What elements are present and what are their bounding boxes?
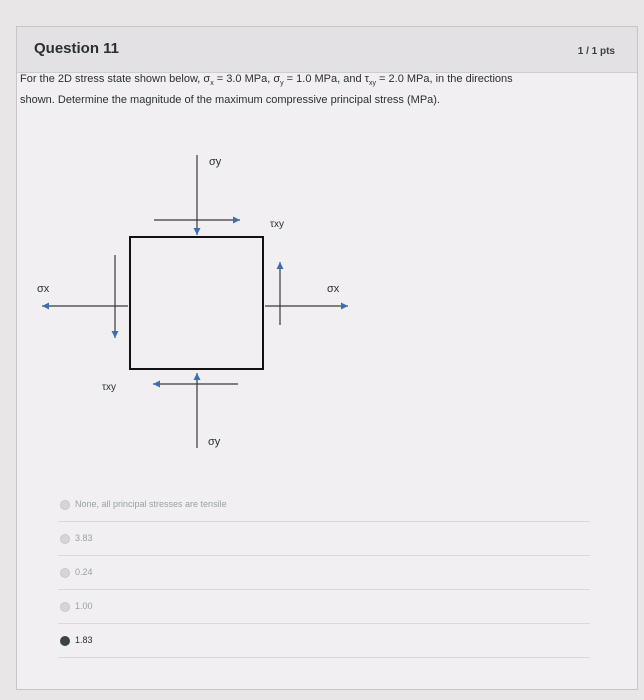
answer-label: 0.24: [75, 567, 93, 577]
answer-option-4[interactable]: [30, 590, 590, 624]
sigma-x-left-label: σx: [37, 283, 50, 295]
radio-button-selected[interactable]: [60, 636, 70, 646]
answer-label: 1.00: [75, 601, 93, 611]
answer-list: [30, 488, 590, 658]
divider: [58, 657, 590, 658]
sigma-y-top-label: σy: [209, 156, 222, 168]
radio-button[interactable]: [60, 602, 70, 612]
question-title: Question 11: [34, 40, 120, 57]
answer-label: None, all principal stresses are tensile: [75, 499, 227, 509]
question-line-1: For the 2D stress state shown below, $\sigma_x = 3.0$ MPa, $\sigma_y = 1.0$ MPa, and $\tau_{xy} = 2.0$ MPa, in the directions: [20, 73, 513, 88]
answer-option-2[interactable]: [30, 522, 590, 556]
radio-button[interactable]: [60, 534, 70, 544]
radio-button[interactable]: [60, 568, 70, 578]
answer-option-3[interactable]: [30, 556, 590, 590]
answer-label: 1.83: [75, 635, 93, 645]
question-text: [20, 71, 580, 108]
tau-top-label: τxy: [270, 219, 284, 230]
sigma-y-bottom-label: σy: [208, 436, 221, 448]
sigma-x-right-label: σx: [327, 283, 340, 295]
tau-bottom-label: τxy: [102, 382, 116, 393]
question-header: [17, 27, 637, 73]
answer-label: 3.83: [75, 533, 93, 543]
points-label: 1 / 1 pts: [577, 46, 615, 57]
stress-element-square: [130, 237, 263, 369]
question-line-2: shown. Determine the magnitude of the maximum compressive principal stress (MPa).: [20, 94, 440, 107]
radio-button[interactable]: [60, 500, 70, 510]
answer-option-1[interactable]: [30, 488, 590, 522]
stress-element-diagram: [20, 140, 380, 470]
answer-option-5[interactable]: [30, 624, 590, 658]
